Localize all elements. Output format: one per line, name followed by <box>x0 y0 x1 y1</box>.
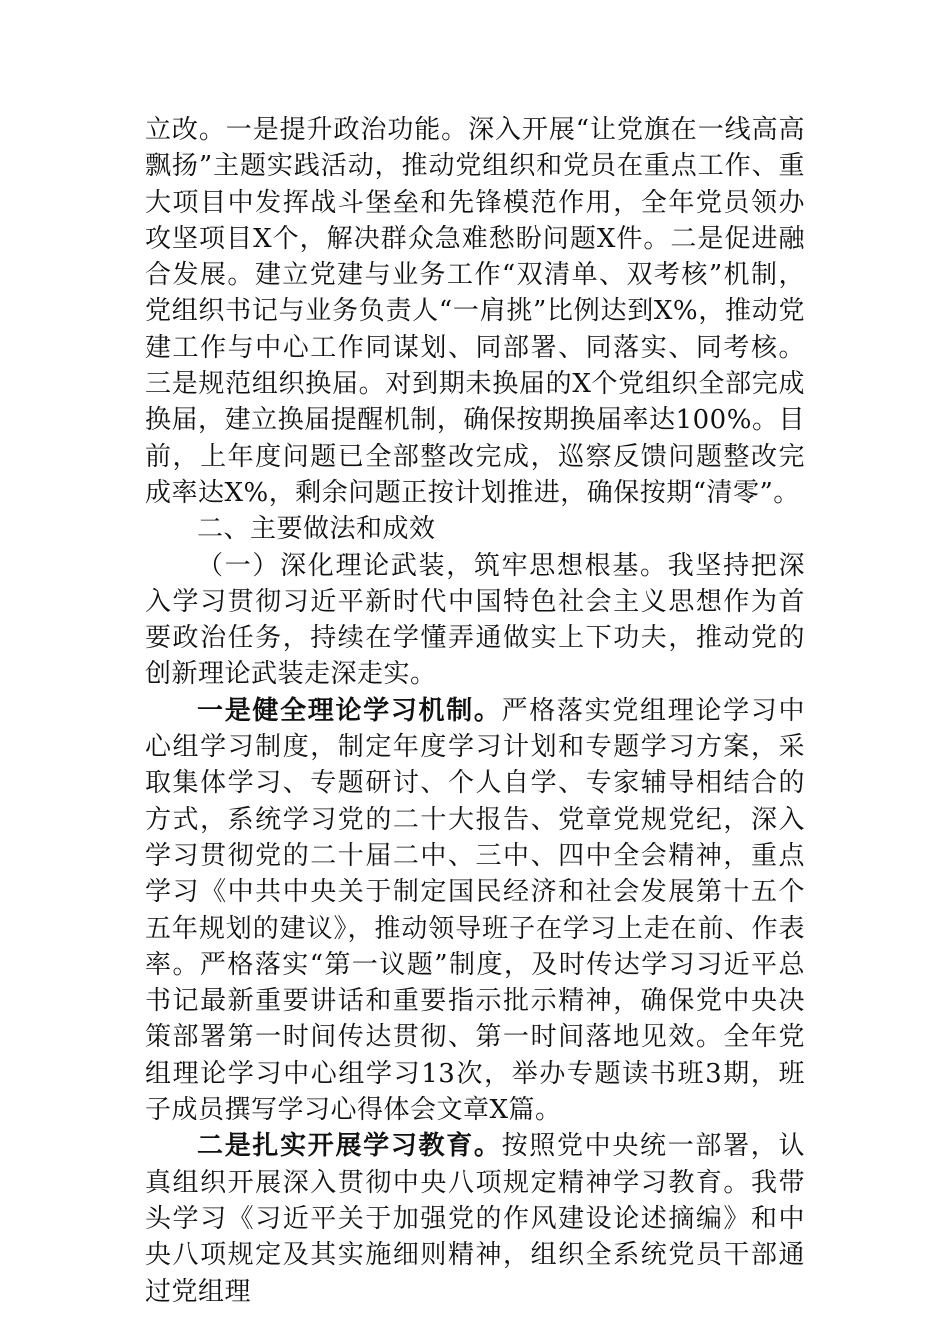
paragraph-theory: （一）深化理论武装，筑牢思想根基。我坚持把深入学习贯彻习近平新时代中国特色社会主义思想作为首要政治任务，持续在学懂弄通做实上下功夫，推动党的创新理论武装走深走实。 <box>145 550 805 690</box>
paragraph-body-text: 按照党中央统一部署，认真组织开展深入贯彻中央八项规定精神学习教育。我带头学习《习近平关于加强党的作风建设论述摘编》和中央八项规定及其实施细则精神，组织全系统党员干部通过党组理 <box>145 1131 805 1307</box>
paragraph-study-education <box>145 1128 805 1309</box>
paragraph-lead-heading: 一是健全理论学习机制。 <box>197 695 502 726</box>
paragraph-study-mechanism <box>145 693 805 1129</box>
paragraph-lead-heading: 二是扎实开展学习教育。 <box>197 1131 502 1162</box>
paragraph-body-text: 严格落实党组理论学习中心组学习制度，制定年度学习计划和专题学习方案，采取集体学习、专题研讨、个人自学、专家辅导相结合的方式，系统学习党的二十大报告、党章党规党纪，深入学习贯彻党的二十届二中、三中、四中全会精神，重点学习《中共中央关于制定国民经济和社会发展第十五个五年规划的建议》，推动领导班子在学习上走在前、作表率。严格落实“第一议题”制度，及时传达学习习近平总书记最新重要讲话和重要指示批示精神，确保党中央决策部署第一时间传达贯彻、第一时间落地见效。全年党组理论学习中心组学习13次，举办专题读书班3期，班子成员撰写学习心得体会文章X篇。 <box>145 695 805 1126</box>
section-heading: 二、主要做法和成效 <box>197 514 436 545</box>
document-body <box>145 112 805 1310</box>
paragraph-rectification: 立改。一是提升政治功能。深入开展“让党旗在一线高高飘扬”主题实践活动，推动党组织和党员在重点工作、重大项目中发挥战斗堡垒和先锋模范作用，全年党员领办攻坚项目X个，解决群众急难愁盼问题X件。二是促进融合发展。建立党建与业务工作“双清单、双考核”机制，党组织书记与业务负责人“一肩挑”比例达到X%，推动党建工作与中心工作同谋划、同部署、同落实、同考核。三是规范组织换届。对到期未换届的X个党组织全部完成换届，建立换届提醒机制，确保按期换届率达100%。目前，上年度问题已全部整改完成，巡察反馈问题整改完成率达X%，剩余问题正按计划推进，确保按期“清零”。 <box>145 115 805 508</box>
